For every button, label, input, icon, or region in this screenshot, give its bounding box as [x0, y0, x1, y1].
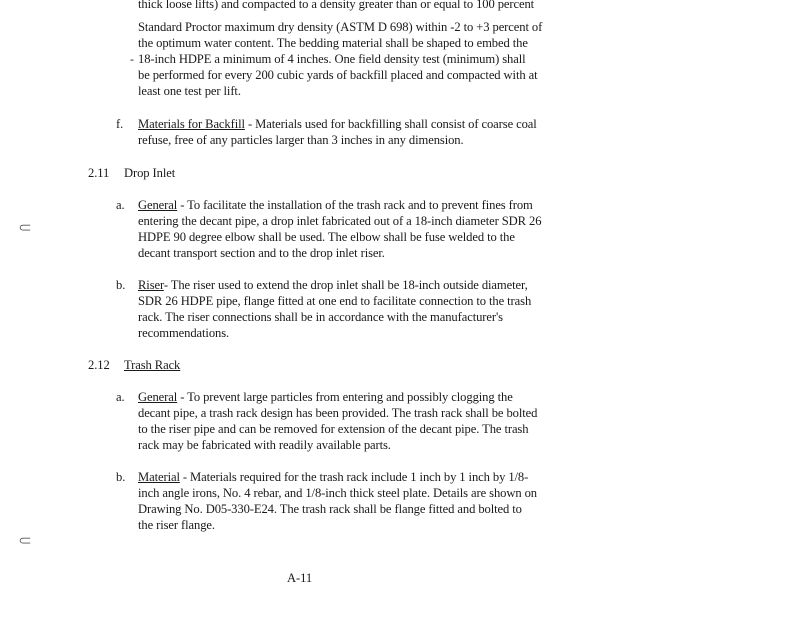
section-212-a-title: General	[138, 390, 178, 404]
section-212-b-line-1	[138, 469, 528, 485]
section-211-a-line-3: HDPE 90 degree elbow shall be used. The elbow shall be fuse welded to the	[138, 230, 515, 244]
intro-line-4: 18-inch HDPE a minimum of 4 inches. One field density test (minimum) shall	[138, 52, 526, 66]
section-212-number: 2.12	[88, 358, 110, 372]
section-211-title: Drop Inlet	[124, 166, 176, 180]
binder-hole-mark: ⸦	[16, 218, 34, 239]
section-212-b-title: Material	[138, 470, 180, 484]
section-211-b-line-4: recommendations.	[138, 326, 230, 340]
intro-line-6: least one test per lift.	[138, 84, 241, 98]
section-211-b-marker: b.	[116, 278, 126, 292]
section-212-b-line-1-rest: - Materials required for the trash rack include 1 inch by 1 inch by 1/8-	[179, 470, 529, 484]
section-211-b-line-1-rest: - The riser used to extend the drop inlet shall be 18-inch outside diameter,	[163, 278, 528, 292]
intro-line-2: Standard Proctor maximum dry density (ASTM D 698) within -2 to +3 percent of	[138, 20, 543, 34]
margin-tick: -	[130, 52, 134, 66]
section-212-a-line-1-rest: - To prevent large particles from entering and possibly clogging the	[177, 390, 513, 404]
section-212-b-marker: b.	[116, 470, 126, 484]
section-211-a-line-2: entering the decant pipe, a drop inlet fabricated out of a 18-inch diameter SDR 26	[138, 214, 542, 228]
section-212-a-marker: a.	[116, 390, 125, 404]
section-211-b-title: Riser	[138, 278, 164, 292]
section-212-b-line-2: inch angle irons, No. 4 rebar, and 1/8-inch thick steel plate. Details are shown on	[138, 486, 537, 500]
section-212-a-line-1	[138, 389, 513, 405]
intro-line-1: thick loose lifts) and compacted to a density greater than or equal to 100 percent	[138, 0, 535, 11]
section-212-a-line-2: decant pipe, a trash rack design has been provided. The trash rack shall be bolted	[138, 406, 538, 420]
section-211-a-marker: a.	[116, 198, 125, 212]
section-211-a-title: General	[138, 198, 178, 212]
section-211-a-line-1-rest: - To facilitate the installation of the trash rack and to prevent fines from	[177, 198, 533, 212]
intro-line-5: be performed for every 200 cubic yards of backfill placed and compacted with at	[138, 68, 538, 82]
section-211-number: 2.11	[88, 166, 110, 180]
item-f-line-2: refuse, free of any particles larger than 3 inches in any dimension.	[138, 133, 464, 147]
section-212-b-line-4: the riser flange.	[138, 518, 215, 532]
binder-hole-mark-2: ⸦	[16, 531, 34, 552]
section-211-b-line-3: rack. The riser connections shall be in accordance with the manufacturer's	[138, 310, 503, 324]
section-211-a-line-4: decant transport section and to the drop inlet riser.	[138, 246, 385, 260]
section-211-a-line-1	[138, 197, 533, 213]
item-f-marker: f.	[116, 117, 124, 131]
item-f-line-1-rest: - Materials used for backfilling shall consist of coarse coal	[244, 117, 537, 131]
intro-line-3: the optimum water content. The bedding material shall be shaped to embed the	[138, 36, 528, 50]
section-212-a-line-3: to the riser pipe and can be removed for extension of the decant pipe. The trash	[138, 422, 529, 436]
item-f-title: Materials for Backfill	[138, 117, 245, 131]
page-number: A-11	[287, 571, 313, 585]
section-211-b-line-1	[138, 277, 528, 293]
section-212-a-line-4: rack may be fabricated with readily available parts.	[138, 438, 391, 452]
section-212-title: Trash Rack	[124, 358, 181, 372]
section-211-b-line-2: SDR 26 HDPE pipe, flange fitted at one end to facilitate connection to the trash	[138, 294, 532, 308]
section-212-b-line-3: Drawing No. D05-330-E24. The trash rack shall be flange fitted and bolted to	[138, 502, 522, 516]
item-f-line-1	[138, 116, 537, 132]
